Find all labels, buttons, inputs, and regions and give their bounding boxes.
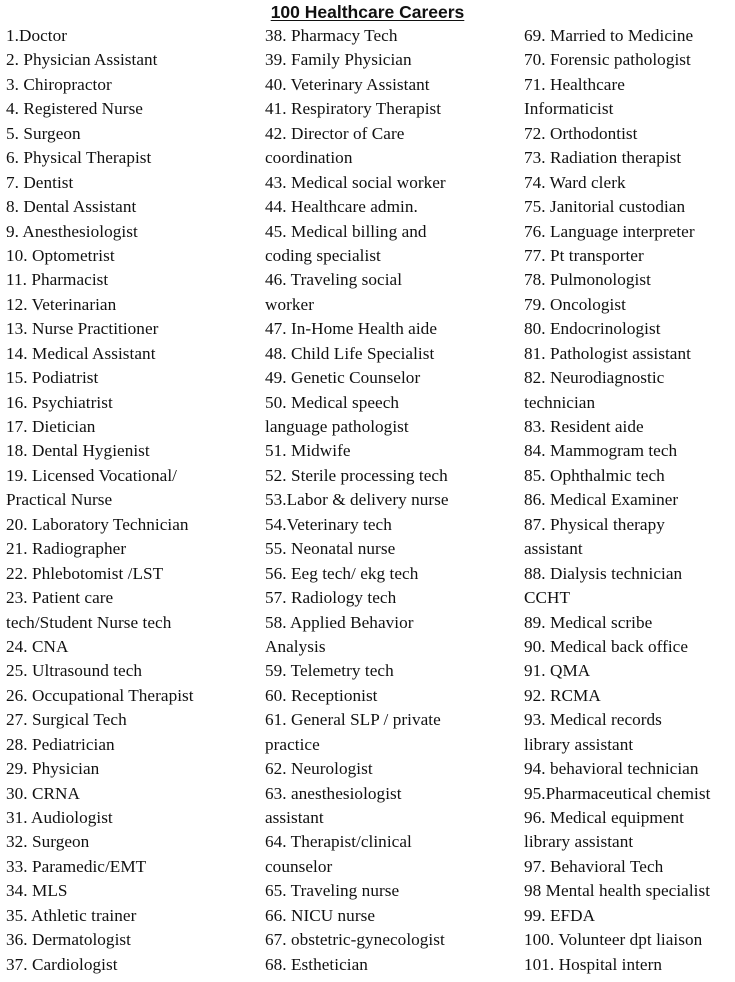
career-list-line: 25. Ultrasound tech xyxy=(6,661,143,681)
career-list-line: 75. Janitorial custodian xyxy=(524,197,686,217)
career-list-line: 97. Behavioral Tech xyxy=(524,856,664,876)
career-list-line: 86. Medical Examiner xyxy=(524,490,679,510)
career-list-line: 89. Medical scribe xyxy=(524,612,653,632)
career-list-line: 35. Athletic trainer xyxy=(6,905,137,925)
career-list-line: 1.Doctor xyxy=(6,26,68,45)
career-list-line: CCHT xyxy=(524,588,571,608)
career-list-line: 19. Licensed Vocational/ xyxy=(6,465,177,485)
career-list-line: 72. Orthodontist xyxy=(524,123,638,143)
career-list-line: 68. Esthetician xyxy=(265,954,368,974)
career-list-line: 90. Medical back office xyxy=(524,636,689,656)
career-list-line: 5. Surgeon xyxy=(6,123,81,143)
career-list-line: 37. Cardiologist xyxy=(6,954,118,974)
career-list-line: 82. Neurodiagnostic xyxy=(524,368,665,388)
career-list-line: 91. QMA xyxy=(524,661,591,681)
career-list-line: 41. Respiratory Therapist xyxy=(265,99,442,119)
career-list-line: 11. Pharmacist xyxy=(6,270,109,290)
career-column-2 xyxy=(265,24,449,977)
career-list-line: technician xyxy=(524,392,596,412)
career-list-line: 80. Endocrinologist xyxy=(524,319,661,339)
career-list-line: 55. Neonatal nurse xyxy=(265,539,396,559)
career-list-line: 36. Dermatologist xyxy=(6,930,131,950)
career-list-line: Practical Nurse xyxy=(6,490,113,510)
career-list-line: 56. Eeg tech/ ekg tech xyxy=(265,563,419,583)
career-list-line: 62. Neurologist xyxy=(265,759,373,779)
career-list-line: 12. Veterinarian xyxy=(6,294,117,314)
career-list-line: 6. Physical Therapist xyxy=(6,148,152,168)
career-list-line: 17. Dietician xyxy=(6,417,96,436)
career-list-line: 101. Hospital intern xyxy=(524,954,663,974)
career-list-line: 18. Dental Hygienist xyxy=(6,441,150,461)
career-list-line: language pathologist xyxy=(265,417,409,436)
career-list-line: 52. Sterile processing tech xyxy=(265,465,448,485)
career-list-line: counselor xyxy=(265,856,333,876)
career-list-line: 27. Surgical Tech xyxy=(6,710,127,730)
career-list-line: Informaticist xyxy=(524,99,614,119)
career-list-line: 83. Resident aide xyxy=(524,417,644,436)
career-column-3 xyxy=(524,24,710,977)
career-list-line: 93. Medical records xyxy=(524,710,662,730)
career-list-line: practice xyxy=(265,734,320,754)
career-list-line: Analysis xyxy=(265,636,326,656)
career-list-line: 49. Genetic Counselor xyxy=(265,368,421,388)
career-list-line: 71. Healthcare xyxy=(524,74,625,94)
career-list-line: 28. Pediatrician xyxy=(6,734,115,754)
career-list-line: 33. Paramedic/EMT xyxy=(6,856,147,876)
career-list-line: 23. Patient care xyxy=(6,588,114,608)
career-list-line: 22. Phlebotomist /LST xyxy=(6,563,164,583)
career-list-line: 44. Healthcare admin. xyxy=(265,197,418,217)
career-list-line: 67. obstetric-gynecologist xyxy=(265,930,445,950)
career-list-line: 73. Radiation therapist xyxy=(524,148,682,168)
career-list-line: 99. EFDA xyxy=(524,905,596,925)
career-list-line: 50. Medical speech xyxy=(265,392,400,412)
career-list-line: 39. Family Physician xyxy=(265,50,412,70)
career-list-line: 51. Midwife xyxy=(265,441,351,461)
career-list-line: 26. Occupational Therapist xyxy=(6,685,194,705)
career-list-line: 43. Medical social worker xyxy=(265,172,446,192)
career-list-line: 94. behavioral technician xyxy=(524,759,699,779)
career-list-line: 31. Audiologist xyxy=(6,808,113,827)
career-list-line: 45. Medical billing and xyxy=(265,221,427,241)
career-list-line: 34. MLS xyxy=(6,881,68,901)
career-list-line: 24. CNA xyxy=(6,636,69,656)
career-list-line: 59. Telemetry tech xyxy=(265,661,394,681)
career-list-line: 60. Receptionist xyxy=(265,685,378,705)
career-list-line: 74. Ward clerk xyxy=(524,172,626,192)
career-list-line: 66. NICU nurse xyxy=(265,905,376,925)
page-title xyxy=(0,1,735,23)
career-list-line: 79. Oncologist xyxy=(524,294,626,314)
career-list-line: 69. Married to Medicine xyxy=(524,26,694,45)
career-list-line: 96. Medical equipment xyxy=(524,808,684,827)
career-list-line: 30. CRNA xyxy=(6,783,80,803)
career-list-line: 2. Physician Assistant xyxy=(6,50,158,70)
career-list-line: 88. Dialysis technician xyxy=(524,563,683,583)
career-list-line: 84. Mammogram tech xyxy=(524,441,678,461)
career-list-line: 46. Traveling social xyxy=(265,270,403,290)
career-list-line: 65. Traveling nurse xyxy=(265,881,400,901)
career-list-line: 76. Language interpreter xyxy=(524,221,695,241)
career-list-line: 40. Veterinary Assistant xyxy=(265,74,430,94)
career-list-line: coding specialist xyxy=(265,245,381,265)
career-list-line: 78. Pulmonologist xyxy=(524,270,651,290)
career-list-line: 77. Pt transporter xyxy=(524,245,644,265)
career-column-1 xyxy=(6,24,194,977)
career-list-line: library assistant xyxy=(524,832,634,852)
career-list-line: 16. Psychiatrist xyxy=(6,392,113,412)
career-list-line: library assistant xyxy=(524,734,634,754)
career-list-line: 98 Mental health specialist xyxy=(524,881,711,901)
career-list-line: 14. Medical Assistant xyxy=(6,343,156,363)
career-list-line: 58. Applied Behavior xyxy=(265,612,414,632)
page-title-text: 100 Healthcare Careers xyxy=(270,2,465,22)
career-list-line: 70. Forensic pathologist xyxy=(524,50,691,70)
career-list-line: 38. Pharmacy Tech xyxy=(265,26,398,45)
career-list-line: 48. Child Life Specialist xyxy=(265,343,435,363)
career-list-line: assistant xyxy=(524,539,583,559)
career-list-line: 20. Laboratory Technician xyxy=(6,514,189,534)
career-list-line: 61. General SLP / private xyxy=(265,710,441,730)
career-list-line: 64. Therapist/clinical xyxy=(265,832,412,852)
career-list-line: assistant xyxy=(265,808,324,827)
career-list-line: 100. Volunteer dpt liaison xyxy=(524,930,703,950)
career-list-line: 3. Chiropractor xyxy=(6,74,112,94)
career-list-line: 21. Radiographer xyxy=(6,539,127,559)
career-list-line: 81. Pathologist assistant xyxy=(524,343,691,363)
career-list-line: 15. Podiatrist xyxy=(6,368,99,388)
career-list-line: 7. Dentist xyxy=(6,172,74,192)
career-list-line: worker xyxy=(265,294,314,314)
career-list-line: 9. Anesthesiologist xyxy=(6,221,138,241)
career-list-line: 87. Physical therapy xyxy=(524,514,665,534)
career-list-line: 47. In-Home Health aide xyxy=(265,319,438,339)
career-list-line: 32. Surgeon xyxy=(6,832,90,852)
career-list-line: 42. Director of Care xyxy=(265,123,405,143)
career-list-line: 63. anesthesiologist xyxy=(265,783,402,803)
career-list-line: 57. Radiology tech xyxy=(265,588,397,608)
career-list-line: 13. Nurse Practitioner xyxy=(6,319,159,339)
career-list-line: 53.Labor & delivery nurse xyxy=(265,490,449,510)
career-list-line: 92. RCMA xyxy=(524,685,601,705)
career-list-line: 54.Veterinary tech xyxy=(265,514,392,534)
career-list-line: 85. Ophthalmic tech xyxy=(524,465,665,485)
career-list-line: coordination xyxy=(265,148,353,168)
career-list-line: tech/Student Nurse tech xyxy=(6,612,172,632)
career-list-line: 4. Registered Nurse xyxy=(6,99,143,119)
career-list-line: 10. Optometrist xyxy=(6,245,115,265)
career-list-line: 8. Dental Assistant xyxy=(6,197,137,217)
career-list-line: 95.Pharmaceutical chemist xyxy=(524,783,711,803)
career-list-line: 29. Physician xyxy=(6,759,100,779)
